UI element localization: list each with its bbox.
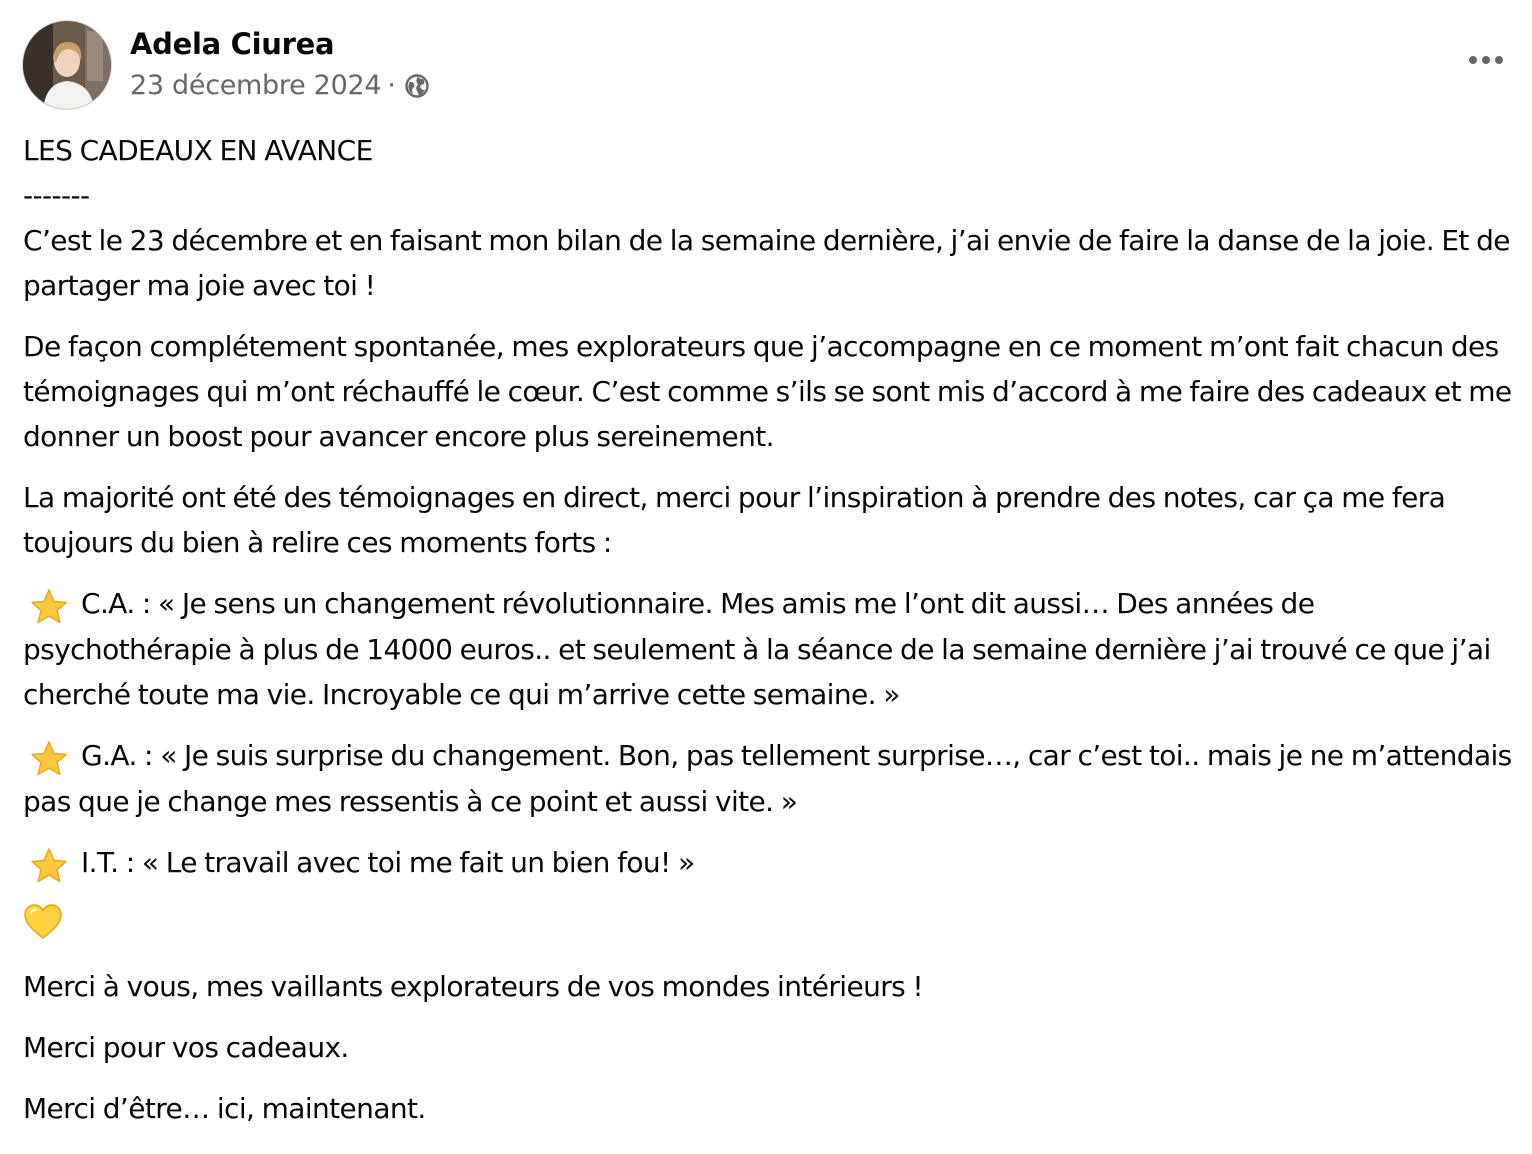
post-date[interactable]: 23 décembre 2024 [130, 70, 382, 101]
testimonial [23, 840, 1518, 886]
heart-line [23, 902, 1518, 948]
more-dot-icon [1469, 56, 1477, 64]
closing-line: Merci d’être… ici, maintenant. [23, 1092, 426, 1125]
testimonial [23, 733, 1518, 824]
testimonial-text: G.A. : « Je suis surprise du changement. Bon, pas tellement surprise…, car c’est toi.. mais je ne m’attendais pas que je change mes ressentis à ce point et aussi vite. » [23, 739, 1512, 818]
more-dot-icon [1495, 56, 1503, 64]
closing-line: Merci pour vos cadeaux. [23, 1031, 349, 1064]
testimonial [23, 581, 1518, 717]
avatar[interactable] [22, 20, 112, 110]
star-icon [29, 587, 69, 627]
post-title: LES CADEAUX EN AVANCE [23, 134, 373, 167]
closing-line: Merci à vous, mes vaillants explorateurs de vos mondes intérieurs ! [23, 970, 924, 1003]
author-name[interactable]: Adela Ciurea [130, 27, 335, 61]
yellow-heart-icon [23, 902, 63, 942]
post-meta [130, 68, 430, 104]
star-icon [29, 739, 69, 779]
post-header [22, 20, 1512, 110]
testimonial-text: C.A. : « Je sens un changement révolutionnaire. Mes amis me l’ont dit aussi… Des années de psychothérapie à plus de 14000 euros.. et seulement à la séance de la semaine dernière j’ai trouvé ce que j’ai cherché toute ma vie. Incroyable ce qui m’arrive cette semaine. » [23, 587, 1491, 711]
divider-text: ------- [23, 179, 90, 212]
post-body [23, 128, 1518, 1131]
testimonial-text: I.T. : « Le travail avec toi me fait un bien fou! » [81, 846, 695, 879]
paragraph: La majorité ont été des témoignages en direct, merci pour l’inspiration à prendre des notes, car ça me fera toujours du bien à relire ces moments forts : [23, 481, 1446, 559]
meta-separator: · [387, 70, 396, 101]
globe-icon[interactable] [404, 73, 430, 99]
paragraph: De façon complétement spontanée, mes explorateurs que j’accompagne en ce moment m’ont fait chacun des témoignages qui m’ont réchauffé le cœur. C’est comme s’ils se sont mis d’accord à me faire des cadeaux et me donner un boost pour avancer encore plus sereinement. [23, 330, 1512, 453]
star-icon [29, 846, 69, 886]
paragraph: C’est le 23 décembre et en faisant mon bilan de la semaine dernière, j’ai envie de faire la danse de la joie. Et de partager ma joie avec toi ! [23, 224, 1510, 302]
more-dot-icon [1482, 56, 1490, 64]
more-options-button[interactable] [1464, 44, 1508, 76]
